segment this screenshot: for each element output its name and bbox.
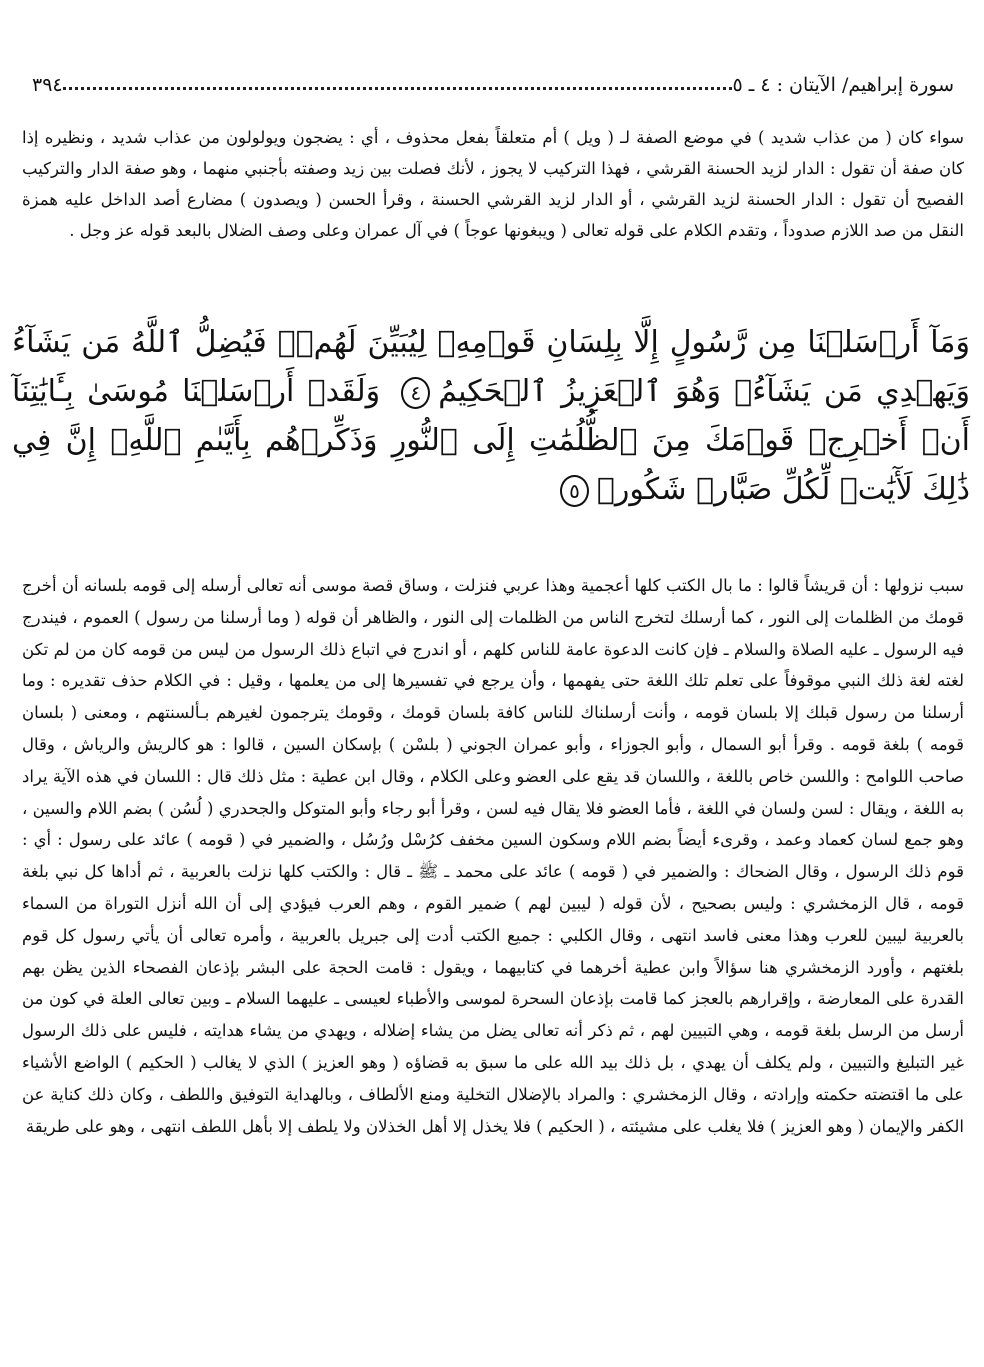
ayah-4-text: وَمَآ أَرۡسَلۡنَا مِن رَّسُولٍ إِلَّا بِلِسَانِ قَوۡمِهِۦ لِيُبَيِّنَ لَهُمۡۖ فَيُضِلُّ ٱللَّهُ مَن يَشَآءُ وَيَهۡدِي مَن يَشَآءُۚ وَهُوَ ٱلۡعَزِيزُ ٱلۡحَكِيمُ xyxy=(12,325,970,409)
verses-paragraph xyxy=(12,318,970,514)
main-commentary xyxy=(22,570,964,1142)
ayah-4-number-marker: ٤ xyxy=(401,377,430,409)
ayah-5-text: وَلَقَدۡ أَرۡسَلۡنَا مُوسَىٰ بِـَٔايَٰتِنَآ أَنۡ أَخۡرِجۡ قَوۡمَكَ مِنَ ٱلظُّلُمَٰتِ إِلَى ٱلنُّورِ وَذَكِّرۡهُم بِأَيَّىٰمِ ٱللَّهِۚ إِنَّ فِي ذَٰلِكَ لَأٓيَٰتٖ لِّكُلِّ صَبَّارٖ شَكُورٖ xyxy=(12,374,970,507)
quran-verses xyxy=(12,318,970,514)
top-commentary-paragraph: سواء كان ( من عذاب شديد ) في موضع الصفة لـ ( ويل ) أم متعلقاً بفعل محذوف ، أي : يضجون ويولولون من عذاب شديد ، ونظيره إذا كان صفة أن تقول : الدار لزيد الحسنة القرشي ، فهذا التركيب لا يجوز ، لأنك فصلت بين زيد وصفته بأجنبي منهما ، وهو صفة الدار والتركيب الفصيح أن تقول : الدار الحسنة لزيد القرشي ، أو الدار لزيد القرشي الحسنة ، وقرأ الحسن ( ويصدون ) مضارع أصد الداخل عليه همزة النقل من صد اللازم صدوداً ، وتقدم الكلام على قوله تعالى ( ويبغونها عوجاً ) في آل عمران وعلى وصف الضلال بالبعد قوله عز وجل . xyxy=(22,128,964,240)
top-commentary xyxy=(22,122,964,246)
surah-title: سورة إبراهيم/ الآيتان : ٤ ـ ٥ xyxy=(732,74,954,96)
page-header xyxy=(22,70,964,100)
commentary-paragraph: سبب نزولها : أن قريشاً قالوا : ما بال الكتب كلها أعجمية وهذا عربي فنزلت ، وساق قصة موسى أنه تعالى أرسله إلى قومه بلسانه أن أخرج قومك من الظلمات إلى النور ، كما أرسلك لتخرج الناس من الظلمات إلى النور ، والظاهر أن قوله ( وما أرسلنا من رسول ) العموم ، فيندرج فيه الرسول ـ عليه الصلاة والسلام ـ فإن كانت الدعوة عامة للناس كلهم ، أو اندرج في اتباع ذلك الرسول من ليس من قومه كان من لم تكن لغته لغة ذلك النبي موقوفاً على تعلم تلك اللغة حتى يفهمها ، وأن يرجع في تفسيرها إلى من يعلمها ، وقيل : في الكلام حذف تقديره : وما أرسلنا من رسول قبلك إلا بلسان قومه ، وأنت أرسلناك للناس كافة بلسان قومك ، وقومك يترجمون لغيرهم بـألسنتهم ، ومعنى ( بلسان قومه ) بلغة قومه . وقرأ أبو السمال ، وأبو الجوزاء ، وأبو عمران الجوني ( بلسْن ) بإسكان السين ، قالوا : هو كالريش والرياش ، وقال صاحب اللوامح : واللسن خاص باللغة ، واللسان قد يقع على العضو وعلى الكلام ، وقال ابن عطية : مثل ذلك قال : اللسان في هذه الآية يراد به اللغة ، ويقال : لسن ولسان في اللغة ، فأما العضو فلا يقال فيه لسن ، وقرأ أبو رجاء وأبو المتوكل والجحدري ( لُسُن ) بضم اللام والسين ، وهو جمع لسان كعماد وعمد ، وقرىء أيضاً بضم اللام وسكون السين مخفف كرُسْل ورُسُل ، والضمير في ( قومه ) عائد على رسول : أي : قوم ذلك الرسول ، وقال الضحاك : والضمير في ( قومه ) عائد على محمد ـ ﷺ ـ قال : والكتب كلها نزلت بالعربية ، ثم أداها كل نبي بلغة قومه ، قال الزمخشري : وليس بصحيح ، لأن قوله ( ليبين لهم ) ضمير القوم ، وهم العرب فيؤدي إلى أن الله أنزل التوراة من السماء بالعربية ليبين للعرب وهذا معنى فاسد انتهى ، وقال الكلبي : جميع الكتب أدت إلى جبريل بالعربية ، وأمره تعالى أن يأتي رسول كل قوم بلغتهم ، وأورد الزمخشري هنا سؤالاً وابن عطية أخرهما في كتابيهما ، ويقول : قامت الحجة على البشر بإذعان الفصحاء الذين يظن بهم القدرة على المعارضة ، وإقرارهم بالعجز كما قامت بإذعان السحرة لموسى والأطباء لعيسى ـ عليهما السلام ـ وبين تعالى العلة في كون من أرسل من الرسل بلغة قومه ، وهي التبيين لهم ، ثم ذكر أنه تعالى يضل من يشاء إضلاله ، ويهدي من يشاء هدايته ، فليس على ذلك الرسول غير التبليغ والتبيين ، ولم يكلف أن يهدي ، بل ذلك بيد الله على ما سبق به قضاؤه ( وهو العزيز ) الذي لا يغالب ( الحكيم ) الواضع الأشياء على ما اقتضته حكمته وإرادته ، وقال الزمخشري : والمراد بالإضلال التخلية ومنع الألطاف ، وبالهداية التوفيق واللطف ، وكان ذلك كناية عن الكفر والإيمان ( وهو العزيز ) فلا يغلب على مشيئته ، ( الحكيم ) فلا يخذل إلا أهل الخذلان ولا يلطف إلا بأهل اللطف انتهى ، وهو على طريقة xyxy=(22,576,964,1136)
ayah-5-number-marker: ٥ xyxy=(560,475,589,507)
page-number: ٣٩٤ xyxy=(32,74,63,96)
header-dotted-leader xyxy=(63,87,733,90)
